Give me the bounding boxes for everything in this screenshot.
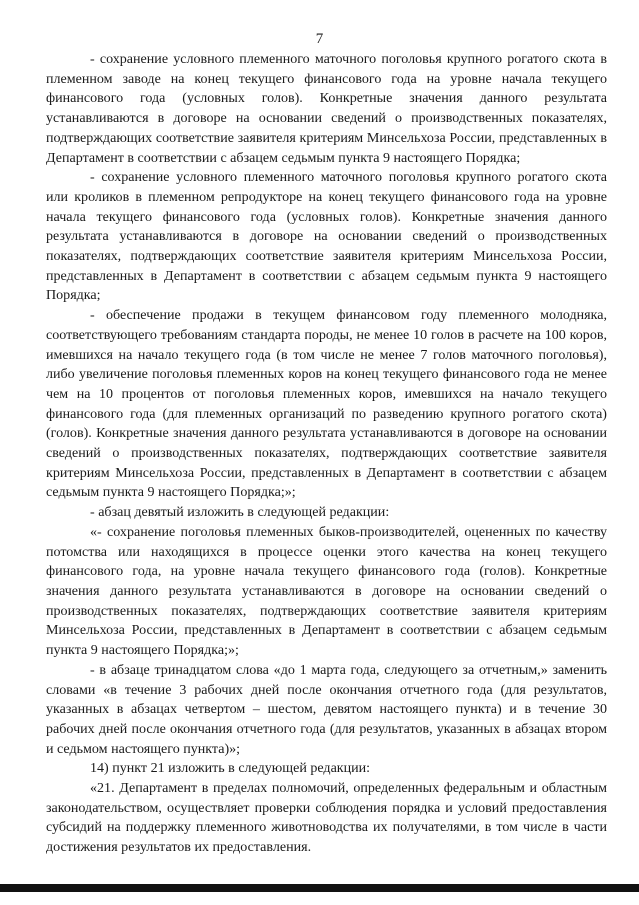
paragraph-ninth-clause-intro: - абзац девятый изложить в следующей редакции: bbox=[90, 504, 390, 521]
paragraph-breeding-reproducer-livestock: - сохранение условного племенного маточного поголовья крупного рогатого скота или кроликов в племенном репродукторе на конец текущего финансового года на уровне начала текущего финансового года (условных голов). Конкретные значения данного результата устанавливаются в договоре на основании сведений о производственных показателях, подтверждающих соответствие заявителя критериям Минсельхоза России, представленных в Департамент в соответствии с абзацем седьмым пункта 9 настоящего Порядка; bbox=[46, 169, 607, 304]
bottom-edge-bar bbox=[0, 884, 639, 892]
document-body bbox=[46, 50, 607, 858]
paragraph-breeding-plant-livestock: - сохранение условного племенного маточного поголовья крупного рогатого скота в племенном заводе на конец текущего финансового года на уровне начала текущего финансового года (условных голов). Конкретные значения данного результата устанавливаются в договоре на основании сведений о производственных показателях, подтверждающих соответствие заявителя критериям Минсельхоза России, представленных в Департамент в соответствии с абзацем седьмым пункта 9 настоящего Порядка; bbox=[46, 51, 607, 166]
paragraph-breeding-bulls: «- сохранение поголовья племенных быков-производителей, оцененных по качеству потомства или находящихся в процессе оценки этого качества на конец текущего финансового года, на уровне начала текущего финансового года (голов). Конкретные значения данного результата устанавливаются в договоре на основании сведений о производственных показателях, подтверждающих соответствие заявителя критериям Минсельхоза России, представленных в Департамент в соответствии с абзацем седьмым пункта 9 настоящего Порядка;»; bbox=[46, 523, 607, 659]
paragraph-item-21-text: «21. Департамент в пределах полномочий, определенных федеральным и областным законодательством, осуществляет проверки соблюдения порядка и условий предоставления субсидий на поддержку племенного животноводства их получателями, в том числе в части достижения результатов их предоставления. bbox=[46, 780, 607, 856]
paragraph-young-stock-sales: - обеспечение продажи в текущем финансовом году племенного молодняка, соответствующего требованиям стандарта породы, не менее 10 голов в расчете на 100 коров, имевшихся на начало текущего года (в том числе не менее 7 голов маточного поголовья), либо увеличение поголовья племенных коров на конец текущего финансового года не менее чем на 10 процентов от поголовья племенных коров, имевшихся на начало текущего финансового года (для племенных организаций по разведению крупного рогатого скота) (голов). Конкретные значения данного результата устанавливаются в договоре на основании сведений о производственных показателях, подтверждающих соответствие заявителя критериям Минсельхоза России, представленных в Департамент в соответствии с абзацем седьмым пункта 9 настоящего Порядка;»; bbox=[46, 307, 607, 501]
paragraph-thirteenth-clause-amendment: - в абзаце тринадцатом слова «до 1 марта года, следующего за отчетным,» заменить словами «в течение 3 рабочих дней после окончания отчетного года (для результатов, указанных в абзацах четвертом – шестом, девятом настоящего пункта) и в течение 30 рабочих дней после окончания отчетного года (для результатов, указанных в абзацах втором и седьмом настоящего пункта)»; bbox=[46, 661, 607, 757]
paragraph-item-14-intro: 14) пункт 21 изложить в следующей редакции: bbox=[90, 760, 371, 777]
page-number: 7 bbox=[315, 31, 324, 47]
